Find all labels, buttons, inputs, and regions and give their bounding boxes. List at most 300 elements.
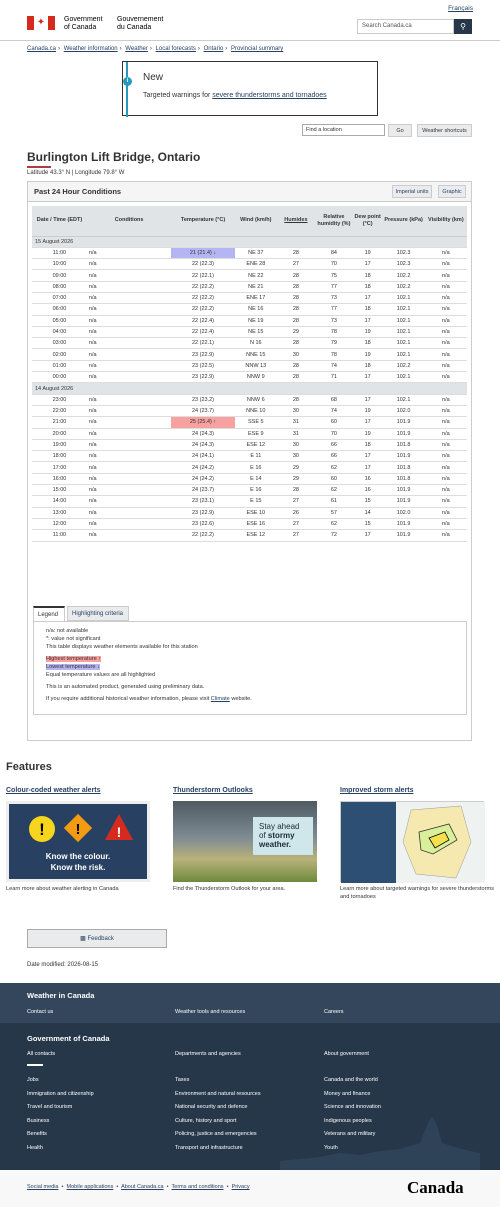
footer-link[interactable]: National security and defence	[175, 1104, 248, 1110]
table-cell: n/a	[425, 259, 467, 270]
table-cell: 22 (22.1)	[171, 270, 234, 281]
table-cell: 28	[277, 292, 315, 303]
table-cell: n/a	[87, 462, 171, 473]
table-row	[32, 247, 467, 258]
breadcrumb-link[interactable]: Canada.ca	[27, 46, 57, 52]
table-cell: 05:00	[32, 315, 87, 326]
breadcrumb-link[interactable]: Weather information	[63, 46, 118, 52]
table-cell: 23 (22.5)	[171, 360, 234, 371]
table-cell: 10:00	[32, 259, 87, 270]
table-cell: NNE 10	[235, 405, 277, 416]
table-cell: 08:00	[32, 281, 87, 292]
table-cell: NE 22	[235, 270, 277, 281]
tab-legend[interactable]: Legend	[33, 606, 65, 621]
footer-link[interactable]: Culture, history and sport	[175, 1117, 237, 1124]
footer-link[interactable]: Taxes	[175, 1077, 190, 1083]
table-cell: NE 21	[235, 281, 277, 292]
table-cell: n/a	[87, 292, 171, 303]
table-row	[32, 428, 467, 439]
feature-image-storm-map[interactable]	[340, 801, 484, 882]
page-title: Burlington Lift Bridge, Ontario	[27, 150, 201, 164]
search-button[interactable]	[454, 19, 472, 34]
table-cell: 23 (22.9)	[171, 372, 234, 383]
feature-link-thunderstorm[interactable]: Thunderstorm Outlooks	[173, 787, 253, 794]
feature-text-storm-alerts: Learn more about targeted warnings for severe thunderstorms and tornadoes	[340, 886, 494, 900]
table-cell: 77	[315, 281, 353, 292]
table-cell: NNE 15	[235, 349, 277, 360]
table-row	[32, 405, 467, 416]
table-cell: NNW 9	[235, 372, 277, 383]
arrow-up-icon: ↑	[98, 656, 102, 662]
table-cell: 102.3	[382, 259, 424, 270]
table-cell: 18	[353, 338, 383, 349]
table-cell: ESE 9	[235, 428, 277, 439]
table-cell: 13:00	[32, 507, 87, 518]
table-cell: ESE 16	[235, 518, 277, 529]
table-cell: 11:00	[32, 247, 87, 258]
footer-bottom	[0, 1170, 500, 1207]
table-cell: 102.1	[382, 315, 424, 326]
table-cell: E 15	[235, 496, 277, 507]
table-cell: 72	[315, 530, 353, 541]
table-row	[32, 338, 467, 349]
table-cell: 24 (23.7)	[171, 485, 234, 496]
legend-na: n/a: not available	[46, 628, 89, 634]
table-cell: 77	[315, 304, 353, 315]
table-cell: 101.9	[382, 428, 424, 439]
footer-link[interactable]: Benefits	[27, 1131, 47, 1137]
breadcrumb-link[interactable]: Provincial summary	[230, 46, 284, 52]
table-cell: 70	[315, 428, 353, 439]
table-cell: 18	[353, 281, 383, 292]
legend-historical	[46, 695, 454, 703]
table-row	[32, 372, 467, 383]
table-cell: 27	[277, 518, 315, 529]
find-location-input[interactable]: Find a location	[302, 124, 385, 136]
table-cell: 27	[277, 496, 315, 507]
temperature-value: 25 (25.4)	[189, 419, 212, 426]
table-cell: 73	[315, 292, 353, 303]
breadcrumb-link[interactable]: Weather	[125, 46, 148, 52]
table-cell: n/a	[87, 530, 171, 541]
table-cell: 29	[277, 473, 315, 484]
search-icon: ⚲	[460, 22, 466, 31]
table-cell: 19	[353, 405, 383, 416]
table-cell: 19	[353, 326, 383, 337]
table-row	[32, 349, 467, 360]
table-row	[32, 451, 467, 462]
table-row	[32, 485, 467, 496]
table-cell: 22 (22.2)	[171, 281, 234, 292]
gov-fr-line1: Gouvernement	[117, 16, 164, 23]
table-cell: 73	[315, 315, 353, 326]
table-cell: n/a	[425, 349, 467, 360]
footer-link-departments[interactable]: Departments and agencies	[175, 1051, 241, 1057]
gov-signature-fr[interactable]	[117, 16, 163, 32]
table-cell: n/a	[425, 485, 467, 496]
table-row	[32, 507, 467, 518]
footer-link[interactable]: Jobs	[27, 1077, 39, 1083]
table-cell: n/a	[425, 247, 467, 258]
table-cell: 102.1	[382, 338, 424, 349]
table-cell: 27	[277, 530, 315, 541]
table-cell: 19	[353, 247, 383, 258]
footer-government	[0, 1023, 500, 1170]
alert-text	[143, 92, 327, 99]
footer-divider	[27, 1064, 43, 1066]
footer-link-tools[interactable]: Weather tools and resources	[175, 1009, 246, 1015]
table-cell: n/a	[87, 439, 171, 450]
table-cell: 78	[315, 349, 353, 360]
table-cell: 20:00	[32, 428, 87, 439]
table-cell: 12:00	[32, 518, 87, 529]
feature-image-thunderstorm[interactable]	[173, 801, 317, 882]
svg-text:Know the colour.: Know the colour.	[45, 852, 111, 861]
table-cell: n/a	[87, 349, 171, 360]
table-cell: n/a	[87, 485, 171, 496]
search-input[interactable]: Search Canada.ca	[357, 19, 454, 34]
table-cell: 28	[277, 372, 315, 383]
table-cell: n/a	[425, 315, 467, 326]
table-cell: n/a	[425, 360, 467, 371]
table-cell: 30	[277, 439, 315, 450]
table-cell: NNW 13	[235, 360, 277, 371]
table-row	[32, 394, 467, 405]
table-cell: n/a	[87, 518, 171, 529]
table-cell: 24 (24.3)	[171, 439, 234, 450]
table-cell: n/a	[425, 417, 467, 428]
footer-link-careers[interactable]: Careers	[324, 1009, 344, 1015]
table-cell: 28	[277, 338, 315, 349]
climate-link[interactable]: Climate	[210, 696, 230, 702]
footer-link[interactable]: Travel and tourism	[27, 1104, 73, 1110]
feature-link-weather-alerts[interactable]: Colour-coded weather alerts	[6, 787, 101, 794]
footer-link[interactable]: Science and innovation	[324, 1104, 381, 1110]
table-cell: 14:00	[32, 496, 87, 507]
table-row	[32, 496, 467, 507]
thunderstorm-caption: Stay ahead of stormy weather.	[259, 822, 300, 849]
table-cell: n/a	[87, 473, 171, 484]
table-cell: NE 15	[235, 326, 277, 337]
column-header: Conditions	[87, 206, 171, 236]
gov-signature-en[interactable]	[64, 16, 103, 32]
table-cell: 31	[277, 428, 315, 439]
table-cell: 19:00	[32, 439, 87, 450]
table-cell: 16	[353, 473, 383, 484]
table-cell: 17	[353, 315, 383, 326]
table-cell	[171, 417, 234, 428]
table-cell: 21:00	[32, 417, 87, 428]
table-cell: E 16	[235, 485, 277, 496]
table-cell: 68	[315, 394, 353, 405]
table-row	[32, 292, 467, 303]
table-cell: SSE 5	[235, 417, 277, 428]
column-header[interactable]: Humidex	[277, 206, 315, 236]
legend-historical-prefix: If you require additional historical weather information, please visit	[46, 696, 211, 702]
table-row	[32, 518, 467, 529]
column-header: Pressure (kPa)	[382, 206, 424, 236]
table-cell: 28	[277, 247, 315, 258]
table-cell: 29	[277, 326, 315, 337]
feedback-button[interactable]	[27, 929, 167, 948]
language-toggle-link[interactable]: Français	[448, 5, 473, 12]
feature-link-storm-alerts[interactable]: Improved storm alerts	[340, 787, 414, 794]
legend-lowest	[46, 664, 100, 670]
storm-map-icon	[341, 802, 485, 883]
table-cell: 60	[315, 417, 353, 428]
column-header: Wind (km/h)	[235, 206, 277, 236]
table-cell: n/a	[87, 259, 171, 270]
breadcrumb-link[interactable]: Ontario	[203, 46, 224, 52]
table-cell: n/a	[87, 496, 171, 507]
panel-title: Past 24 Hour Conditions	[34, 187, 122, 196]
table-cell: 70	[315, 259, 353, 270]
footer-link[interactable]: Policing, justice and emergencies	[175, 1131, 257, 1137]
table-cell: 22 (22.2)	[171, 292, 234, 303]
footer-link[interactable]: Youth	[324, 1144, 338, 1151]
feature-image-weather-alerts[interactable]	[6, 801, 150, 882]
table-cell: 102.2	[382, 360, 424, 371]
table-cell: 78	[315, 326, 353, 337]
table-cell: 17	[353, 394, 383, 405]
table-cell: 61	[315, 496, 353, 507]
column-header: Temperature (°C)	[171, 206, 234, 236]
svg-text:!: !	[39, 820, 45, 839]
footer-link[interactable]: Health	[27, 1144, 43, 1151]
table-cell: 17	[353, 417, 383, 428]
footer-link-terms[interactable]: Terms and conditions	[171, 1184, 224, 1190]
arrow-up-icon: ↑	[211, 419, 217, 426]
table-cell: 00:00	[32, 372, 87, 383]
table-cell: 17:00	[32, 462, 87, 473]
table-cell: n/a	[87, 281, 171, 292]
table-cell: 22 (22.4)	[171, 326, 234, 337]
table-cell: 17	[353, 372, 383, 383]
table-cell: 26	[277, 507, 315, 518]
table-cell: n/a	[425, 270, 467, 281]
table-cell: 28	[277, 394, 315, 405]
table-cell: 84	[315, 247, 353, 258]
table-cell: 74	[315, 360, 353, 371]
table-cell: n/a	[425, 405, 467, 416]
table-cell: 18:00	[32, 451, 87, 462]
footer-link[interactable]: Immigration and citizenship	[27, 1090, 94, 1097]
date-label: 15 August 2026	[32, 236, 467, 247]
table-row	[32, 304, 467, 315]
table-cell: 16	[353, 485, 383, 496]
table-cell: 23 (23.2)	[171, 394, 234, 405]
footer-link-privacy[interactable]: Privacy	[231, 1184, 250, 1190]
table-cell: NE 19	[235, 315, 277, 326]
legend-elements: This table displays weather elements available for this station	[46, 644, 198, 650]
table-cell: 22 (22.1)	[171, 338, 234, 349]
footer-link[interactable]: Transport and infrastructure	[175, 1144, 243, 1151]
table-cell: 18	[353, 304, 383, 315]
table-cell: E 14	[235, 473, 277, 484]
parliament-skyline-icon	[280, 1113, 480, 1170]
observations-table	[32, 206, 467, 542]
table-cell: 24 (24.3)	[171, 428, 234, 439]
table-cell: 22 (22.2)	[171, 304, 234, 315]
table-cell: 17	[353, 292, 383, 303]
table-cell: 24 (24.2)	[171, 473, 234, 484]
alert-bar	[126, 62, 128, 117]
table-cell: 23 (22.6)	[171, 518, 234, 529]
table-cell: 22:00	[32, 405, 87, 416]
table-cell: ESE 10	[235, 507, 277, 518]
footer-link[interactable]: Veterans and military	[324, 1131, 376, 1137]
table-cell: ENE 17	[235, 292, 277, 303]
table-cell: 75	[315, 270, 353, 281]
table-cell: 102.2	[382, 270, 424, 281]
table-cell: 22 (22.4)	[171, 315, 234, 326]
temperature-value: 21 (21.4)	[189, 249, 212, 256]
table-cell: 29	[277, 462, 315, 473]
tab-highlighting-criteria[interactable]: Highlighting criteria	[67, 606, 129, 621]
column-header: Relative humidity (%)	[315, 206, 353, 236]
table-cell: NNW 6	[235, 394, 277, 405]
legend-highest-label: Highest temperature	[46, 656, 97, 662]
table-cell: 28	[277, 281, 315, 292]
date-row	[32, 236, 467, 247]
table-cell: 24 (23.7)	[171, 405, 234, 416]
table-cell: 24 (24.2)	[171, 462, 234, 473]
table-cell: n/a	[425, 473, 467, 484]
table-cell: 102.3	[382, 247, 424, 258]
info-icon: i	[123, 77, 132, 86]
column-header: Visibility (km)	[425, 206, 467, 236]
table-cell: 17	[353, 530, 383, 541]
panel-header	[28, 182, 471, 202]
footer-link[interactable]: Indigenous peoples	[324, 1117, 372, 1124]
alert-symbols-icon	[9, 804, 147, 879]
table-cell: 102.1	[382, 394, 424, 405]
table-cell: E 11	[235, 451, 277, 462]
table-cell: 19	[353, 428, 383, 439]
svg-text:!: !	[116, 824, 122, 840]
table-cell: 101.9	[382, 518, 424, 529]
table-cell: n/a	[87, 507, 171, 518]
imperial-units-button[interactable]: Imperial units	[392, 185, 432, 198]
table-cell: n/a	[425, 338, 467, 349]
table-cell: 101.9	[382, 530, 424, 541]
date-row	[32, 383, 467, 394]
breadcrumb-link[interactable]: Local forecasts	[155, 46, 196, 52]
footer-link-about-gov[interactable]: About government	[324, 1051, 369, 1057]
table-cell: 101.9	[382, 496, 424, 507]
weather-shortcuts-button[interactable]: Weather shortcuts	[417, 124, 472, 137]
table-cell: 19	[353, 349, 383, 360]
table-cell: 30	[277, 451, 315, 462]
table-row	[32, 439, 467, 450]
footer-link[interactable]: Business	[27, 1117, 50, 1124]
table-cell: 101.9	[382, 485, 424, 496]
arrow-down-icon: ↓	[211, 249, 217, 256]
feature-text-weather-alerts: Learn more about weather alerting in Canada	[6, 886, 119, 892]
table-row	[32, 315, 467, 326]
table-cell: 28	[277, 360, 315, 371]
legend-equal: Equal temperature values are all highlighted	[46, 672, 156, 678]
table-cell: 28	[277, 304, 315, 315]
table-cell: 11:00	[32, 530, 87, 541]
table-cell: 102.1	[382, 349, 424, 360]
table-cell: ESE 12	[235, 530, 277, 541]
table-cell: n/a	[87, 394, 171, 405]
table-cell: 102.2	[382, 281, 424, 292]
canada-wordmark: Canada	[407, 1178, 464, 1197]
comment-icon: ▩	[80, 936, 86, 942]
table-cell: 102.0	[382, 507, 424, 518]
footer-weather-title: Weather in Canada	[27, 991, 95, 1000]
table-row	[32, 360, 467, 371]
table-cell: 15:00	[32, 485, 87, 496]
arrow-down-icon: ↓	[97, 664, 100, 670]
table-header-row	[32, 206, 467, 236]
graphic-button[interactable]: Graphic	[438, 185, 466, 198]
table-cell: 14	[353, 507, 383, 518]
table-cell: n/a	[425, 281, 467, 292]
footer-link-all-contacts[interactable]: All contacts	[27, 1051, 56, 1057]
column-header: Dew point (°C)	[353, 206, 383, 236]
table-row	[32, 281, 467, 292]
footer-link-mobile[interactable]: Mobile applications	[66, 1184, 114, 1190]
footer-link-social[interactable]: Social media	[27, 1184, 59, 1190]
table-cell: n/a	[425, 462, 467, 473]
table-cell: 18	[353, 270, 383, 281]
table-cell: n/a	[425, 372, 467, 383]
table-cell: 23 (22.9)	[171, 507, 234, 518]
table-cell: n/a	[425, 530, 467, 541]
table-cell: 23 (22.9)	[171, 349, 234, 360]
table-cell: n/a	[425, 394, 467, 405]
table-cell: 30	[277, 405, 315, 416]
table-cell: n/a	[87, 315, 171, 326]
svg-text:Know the risk.: Know the risk.	[50, 863, 106, 872]
gov-fr-line2: du Canada	[117, 24, 152, 31]
table-cell: 01:00	[32, 360, 87, 371]
table-cell: n/a	[87, 360, 171, 371]
table-cell: n/a	[87, 405, 171, 416]
table-cell: ENE 28	[235, 259, 277, 270]
alert-link[interactable]: severe thunderstorms and tornadoes	[212, 92, 327, 99]
table-cell: 18	[353, 360, 383, 371]
table-cell: 57	[315, 507, 353, 518]
features-heading: Features	[6, 761, 52, 773]
table-cell: 101.9	[382, 451, 424, 462]
footer-link[interactable]: Canada and the world	[324, 1077, 378, 1083]
table-cell: 66	[315, 439, 353, 450]
column-header: Date / Time (EDT)	[32, 206, 87, 236]
station-coordinates: Latitude 43.3° N | Longitude 79.8° W	[27, 170, 125, 176]
table-cell: 102.0	[382, 405, 424, 416]
footer-link-about[interactable]: About Canada.ca	[121, 1184, 164, 1190]
table-cell: 04:00	[32, 326, 87, 337]
table-cell	[171, 247, 234, 258]
footer-link-contact[interactable]: Contact us	[27, 1009, 54, 1015]
legend-automated: This is an automated product, generated using preliminary data.	[46, 684, 205, 690]
table-cell: NE 16	[235, 304, 277, 315]
gov-en-line1: Government	[64, 16, 103, 23]
alert-text-prefix: Targeted warnings for	[143, 92, 213, 99]
table-cell: n/a	[87, 270, 171, 281]
table-cell: n/a	[87, 304, 171, 315]
go-button[interactable]: Go	[388, 124, 412, 137]
table-cell: 74	[315, 405, 353, 416]
footer-link[interactable]: Money and finance	[324, 1090, 371, 1097]
footer-link[interactable]: Environment and natural resources	[175, 1090, 261, 1097]
table-body	[32, 236, 467, 541]
table-cell: n/a	[87, 326, 171, 337]
